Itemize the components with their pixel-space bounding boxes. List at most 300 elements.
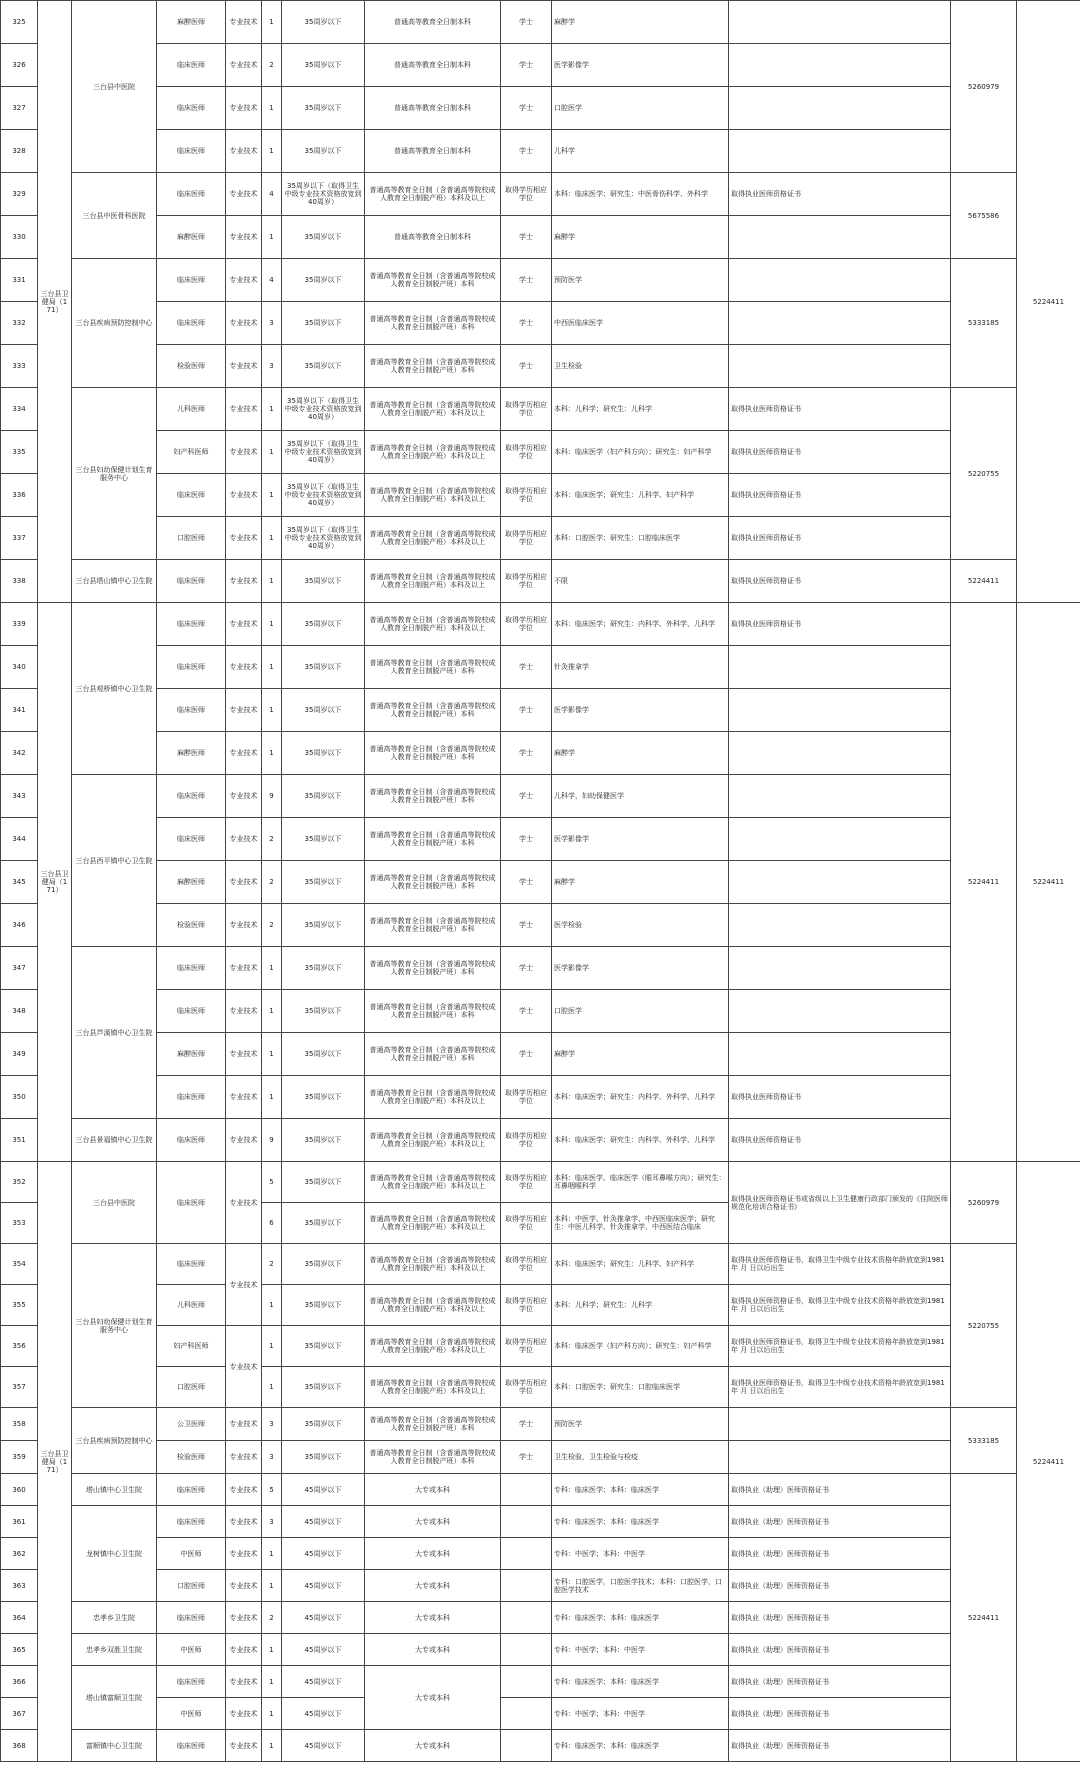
age-cell: 35周岁以下: [282, 1408, 365, 1441]
edu-cell: 普通高等教育全日制（含普通高等院校成人教育全日制脱产班）本科及以上: [365, 1162, 501, 1203]
type-cell: 专业技术: [226, 259, 262, 302]
age-cell: 45周岁以下: [282, 1730, 365, 1762]
post-cell: 临床医师: [157, 302, 226, 345]
row-no: 352: [1, 1162, 38, 1203]
type-cell: 专业技术: [226, 603, 262, 646]
degree-cell: [501, 1634, 552, 1666]
count-cell: 9: [262, 775, 282, 818]
type-cell: 专业技术: [226, 1698, 262, 1730]
row-no: 332: [1, 302, 38, 345]
row-no: 347: [1, 947, 38, 990]
count-cell: 1: [262, 646, 282, 689]
count-cell: 1: [262, 732, 282, 775]
degree-cell: 取得学历相应学位: [501, 1162, 552, 1203]
count-cell: 1: [262, 216, 282, 259]
other-cell: 取得执业医师资格证书: [729, 1076, 951, 1119]
age-cell: 45周岁以下: [282, 1634, 365, 1666]
contact-main-cell: 5224411: [1017, 1162, 1080, 1762]
row-no: 368: [1, 1730, 38, 1762]
major-cell: 麻醉学: [552, 732, 729, 775]
edu-cell: 普通高等教育全日制本科: [365, 130, 501, 173]
age-cell: 45周岁以下: [282, 1474, 365, 1506]
degree-cell: 取得学历相应学位: [501, 1203, 552, 1244]
age-cell: 35周岁以下: [282, 1203, 365, 1244]
age-cell: 35周岁以下: [282, 345, 365, 388]
type-cell: 专业技术: [226, 1, 262, 44]
edu-cell: 普通高等教育全日制（含普通高等院校成人教育全日制脱产班）本科及以上: [365, 1367, 501, 1408]
age-cell: 35周岁以下（取得卫生中级专业技术资格放宽到40周岁）: [282, 474, 365, 517]
degree-cell: 学士: [501, 44, 552, 87]
count-cell: 1: [262, 947, 282, 990]
count-cell: 3: [262, 1441, 282, 1474]
age-cell: 35周岁以下: [282, 775, 365, 818]
degree-cell: 学士: [501, 1033, 552, 1076]
type-cell: 专业技术: [226, 1474, 262, 1506]
unit-cell: 富顺镇中心卫生院: [72, 1730, 157, 1762]
row-no: 346: [1, 904, 38, 947]
count-cell: 2: [262, 904, 282, 947]
major-cell: 专科：中医学；本科：中医学: [552, 1538, 729, 1570]
degree-cell: 取得学历相应学位: [501, 474, 552, 517]
type-cell: 专业技术: [226, 431, 262, 474]
other-cell: 取得执业医师资格证书，取得卫生中级专业技术资格年龄放宽到1981年 月 日以后出生: [729, 1285, 951, 1326]
post-cell: 临床医师: [157, 173, 226, 216]
major-cell: 卫生检验: [552, 345, 729, 388]
other-cell: [729, 732, 951, 775]
age-cell: 35周岁以下: [282, 990, 365, 1033]
post-cell: 临床医师: [157, 818, 226, 861]
type-cell: 专业技术: [226, 732, 262, 775]
age-cell: 35周岁以下: [282, 1162, 365, 1203]
count-cell: 4: [262, 173, 282, 216]
type-cell: 专业技术: [226, 87, 262, 130]
post-cell: 口腔医师: [157, 1570, 226, 1602]
degree-cell: 取得学历相应学位: [501, 1367, 552, 1408]
count-cell: 1: [262, 1326, 282, 1367]
post-cell: 临床医师: [157, 560, 226, 603]
type-cell: 专业技术: [226, 1730, 262, 1762]
other-cell: 取得执业医师资格证书: [729, 431, 951, 474]
other-cell: 取得执业（助理）医师资格证书: [729, 1538, 951, 1570]
degree-cell: 学士: [501, 732, 552, 775]
other-cell: [729, 861, 951, 904]
count-cell: 1: [262, 1666, 282, 1698]
type-cell: 专业技术: [226, 1666, 262, 1698]
count-cell: 1: [262, 1367, 282, 1408]
count-cell: 5: [262, 1162, 282, 1203]
edu-cell: 普通高等教育全日制（含普通高等院校成人教育全日制脱产班）本科: [365, 646, 501, 689]
major-cell: 口腔医学: [552, 990, 729, 1033]
row-no: 342: [1, 732, 38, 775]
age-cell: 35周岁以下: [282, 302, 365, 345]
type-cell: 专业技术: [226, 1506, 262, 1538]
row-no: 326: [1, 44, 38, 87]
edu-cell: 普通高等教育全日制（含普通高等院校成人教育全日制脱产班）本科: [365, 302, 501, 345]
major-cell: 本科：临床医学；研究生：儿科学、妇产科学: [552, 474, 729, 517]
other-cell: [729, 1033, 951, 1076]
edu-cell: 普通高等教育全日制（含普通高等院校成人教育全日制脱产班）本科: [365, 1033, 501, 1076]
row-no: 339: [1, 603, 38, 646]
major-cell: 针灸推拿学: [552, 646, 729, 689]
edu-cell: 普通高等教育全日制（含普通高等院校成人教育全日制脱产班）本科: [365, 1408, 501, 1441]
age-cell: 35周岁以下: [282, 1326, 365, 1367]
edu-cell: 普通高等教育全日制（含普通高等院校成人教育全日制脱产班）本科及以上: [365, 1203, 501, 1244]
contact-cell: 5220755: [951, 1244, 1017, 1408]
major-cell: 儿科学，妇幼保健医学: [552, 775, 729, 818]
other-cell: [729, 1408, 951, 1441]
edu-cell: 大专或本科: [365, 1666, 501, 1730]
other-cell: 取得执业（助理）医师资格证书: [729, 1506, 951, 1538]
type-cell: 专业技术: [226, 1326, 262, 1408]
degree-cell: 取得学历相应学位: [501, 1244, 552, 1285]
edu-cell: 普通高等教育全日制（含普通高等院校成人教育全日制脱产班）本科: [365, 947, 501, 990]
major-cell: 本科：临床医学；研究生：儿科学、妇产科学: [552, 1244, 729, 1285]
row-no: 337: [1, 517, 38, 560]
major-cell: 本科：儿科学；研究生：儿科学: [552, 388, 729, 431]
type-cell: 专业技术: [226, 990, 262, 1033]
edu-cell: 普通高等教育全日制（含普通高等院校成人教育全日制脱产班）本科及以上: [365, 388, 501, 431]
degree-cell: 学士: [501, 990, 552, 1033]
edu-cell: 普通高等教育全日制（含普通高等院校成人教育全日制脱产班）本科: [365, 259, 501, 302]
unit-cell: 忠孝乡卫生院: [72, 1602, 157, 1634]
other-cell: [729, 44, 951, 87]
age-cell: 35周岁以下: [282, 818, 365, 861]
edu-cell: 普通高等教育全日制（含普通高等院校成人教育全日制脱产班）本科: [365, 732, 501, 775]
degree-cell: 学士: [501, 646, 552, 689]
age-cell: 35周岁以下: [282, 259, 365, 302]
degree-cell: 取得学历相应学位: [501, 603, 552, 646]
row-no: 365: [1, 1634, 38, 1666]
other-cell: 取得执业（助理）医师资格证书: [729, 1730, 951, 1762]
post-cell: 临床医师: [157, 130, 226, 173]
other-cell: [729, 130, 951, 173]
row-no: 349: [1, 1033, 38, 1076]
age-cell: 35周岁以下（取得卫生中级专业技术资格放宽到40周岁）: [282, 388, 365, 431]
edu-cell: 普通高等教育全日制（含普通高等院校成人教育全日制脱产班）本科: [365, 990, 501, 1033]
other-cell: [729, 302, 951, 345]
other-cell: [729, 1, 951, 44]
major-cell: 儿科学: [552, 130, 729, 173]
degree-cell: [501, 1538, 552, 1570]
major-cell: 本科：中医学、针灸推拿学、中西医临床医学；研究生：中医儿科学、针灸推拿学、中西医结合临床: [552, 1203, 729, 1244]
major-cell: 专科：临床医学；本科：临床医学: [552, 1666, 729, 1698]
type-cell: 专业技术: [226, 1570, 262, 1602]
row-no: 330: [1, 216, 38, 259]
post-cell: 儿科医师: [157, 388, 226, 431]
edu-cell: 普通高等教育全日制（含普通高等院校成人教育全日制脱产班）本科: [365, 818, 501, 861]
edu-cell: 普通高等教育全日制（含普通高等院校成人教育全日制脱产班）本科及以上: [365, 560, 501, 603]
age-cell: 35周岁以下: [282, 646, 365, 689]
other-cell: [729, 259, 951, 302]
unit-cell: 塔山镇富顺卫生院: [72, 1666, 157, 1730]
major-cell: 医学影像学: [552, 818, 729, 861]
post-cell: 临床医师: [157, 1076, 226, 1119]
count-cell: 1: [262, 1, 282, 44]
major-cell: 本科：儿科学；研究生：儿科学: [552, 1285, 729, 1326]
other-cell: [729, 87, 951, 130]
major-cell: 麻醉学: [552, 1033, 729, 1076]
row-no: 343: [1, 775, 38, 818]
other-cell: [729, 990, 951, 1033]
age-cell: 45周岁以下: [282, 1666, 365, 1698]
row-no: 351: [1, 1119, 38, 1162]
row-no: 348: [1, 990, 38, 1033]
row-no: 361: [1, 1506, 38, 1538]
age-cell: 45周岁以下: [282, 1506, 365, 1538]
age-cell: 45周岁以下: [282, 1698, 365, 1730]
count-cell: 9: [262, 1119, 282, 1162]
row-no: 363: [1, 1570, 38, 1602]
post-cell: 中医师: [157, 1538, 226, 1570]
row-no: 331: [1, 259, 38, 302]
other-cell: 取得执业（助理）医师资格证书: [729, 1698, 951, 1730]
count-cell: 1: [262, 130, 282, 173]
unit-cell: 三台县塔山镇中心卫生院: [72, 560, 157, 603]
major-cell: 麻醉学: [552, 216, 729, 259]
post-cell: 临床医师: [157, 1119, 226, 1162]
unit-cell: 三台县芦溪镇中心卫生院: [72, 947, 157, 1119]
count-cell: 1: [262, 87, 282, 130]
row-no: 340: [1, 646, 38, 689]
type-cell: 专业技术: [226, 1076, 262, 1119]
degree-cell: 学士: [501, 302, 552, 345]
edu-cell: 普通高等教育全日制（含普通高等院校成人教育全日制脱产班）本科: [365, 861, 501, 904]
major-cell: 麻醉学: [552, 861, 729, 904]
edu-cell: 普通高等教育全日制（含普通高等院校成人教育全日制脱产班）本科及以上: [365, 1326, 501, 1367]
count-cell: 2: [262, 1244, 282, 1285]
degree-cell: 取得学历相应学位: [501, 173, 552, 216]
post-cell: 临床医师: [157, 1730, 226, 1762]
other-cell: 取得执业（助理）医师资格证书: [729, 1602, 951, 1634]
other-cell: 取得执业医师资格证书: [729, 173, 951, 216]
degree-cell: 取得学历相应学位: [501, 388, 552, 431]
post-cell: 临床医师: [157, 259, 226, 302]
unit-cell: 三台县观桥镇中心卫生院: [72, 603, 157, 775]
age-cell: 35周岁以下: [282, 87, 365, 130]
major-cell: 专科：临床医学；本科：临床医学: [552, 1730, 729, 1762]
major-cell: 预防医学: [552, 1408, 729, 1441]
count-cell: 1: [262, 474, 282, 517]
type-cell: 专业技术: [226, 1408, 262, 1441]
row-no: 344: [1, 818, 38, 861]
row-no: 350: [1, 1076, 38, 1119]
edu-cell: 普通高等教育全日制本科: [365, 1, 501, 44]
row-no: 356: [1, 1326, 38, 1367]
unit-cell: 三台县中医骨科医院: [72, 173, 157, 259]
other-cell: [729, 775, 951, 818]
degree-cell: 取得学历相应学位: [501, 1326, 552, 1367]
post-cell: 检验医师: [157, 904, 226, 947]
edu-cell: 普通高等教育全日制本科: [365, 44, 501, 87]
other-cell: 取得执业医师资格证书: [729, 474, 951, 517]
edu-cell: 普通高等教育全日制本科: [365, 87, 501, 130]
unit-cell: 忠孝乡双胜卫生院: [72, 1634, 157, 1666]
other-cell: 取得执业医师资格证书: [729, 560, 951, 603]
contact-cell: 5224411: [951, 1474, 1017, 1762]
count-cell: 1: [262, 1076, 282, 1119]
edu-cell: 普通高等教育全日制（含普通高等院校成人教育全日制脱产班）本科及以上: [365, 173, 501, 216]
post-cell: 临床医师: [157, 1506, 226, 1538]
contact-cell: 5333185: [951, 259, 1017, 388]
edu-cell: 普通高等教育全日制（含普通高等院校成人教育全日制脱产班）本科: [365, 345, 501, 388]
post-cell: 临床医师: [157, 775, 226, 818]
degree-cell: 学士: [501, 259, 552, 302]
row-no: 362: [1, 1538, 38, 1570]
unit-cell: 三台县疾病预防控制中心: [72, 1408, 157, 1474]
type-cell: 专业技术: [226, 1602, 262, 1634]
post-cell: 麻醉医师: [157, 861, 226, 904]
type-cell: 专业技术: [226, 517, 262, 560]
post-cell: 麻醉医师: [157, 1, 226, 44]
count-cell: 3: [262, 345, 282, 388]
edu-cell: 普通高等教育全日制（含普通高等院校成人教育全日制脱产班）本科及以上: [365, 603, 501, 646]
other-cell: [729, 947, 951, 990]
age-cell: 35周岁以下（取得卫生中级专业技术资格放宽到40周岁）: [282, 517, 365, 560]
post-cell: 口腔医师: [157, 1367, 226, 1408]
row-no: 328: [1, 130, 38, 173]
age-cell: 35周岁以下: [282, 689, 365, 732]
unit-cell: 三台县西平镇中心卫生院: [72, 775, 157, 947]
major-cell: 麻醉学: [552, 1, 729, 44]
unit-cell: 三台县妇幼保健计划生育服务中心: [72, 1244, 157, 1408]
type-cell: 专业技术: [226, 560, 262, 603]
age-cell: 35周岁以下: [282, 216, 365, 259]
unit-cell: 龙树镇中心卫生院: [72, 1506, 157, 1602]
type-cell: 专业技术: [226, 646, 262, 689]
count-cell: 1: [262, 1033, 282, 1076]
count-cell: 1: [262, 1538, 282, 1570]
degree-cell: [501, 1698, 552, 1730]
degree-cell: 取得学历相应学位: [501, 1119, 552, 1162]
other-cell: 取得执业医师资格证书，取得卫生中级专业技术资格年龄放宽到1981年 月 日以后出生: [729, 1326, 951, 1367]
contact-cell: 5675586: [951, 173, 1017, 259]
other-cell: 取得执业医师资格证书或省级以上卫生健康行政部门颁发的《住院医师规范化培训合格证书》: [729, 1162, 951, 1244]
row-no: 367: [1, 1698, 38, 1730]
count-cell: 4: [262, 259, 282, 302]
row-no: 338: [1, 560, 38, 603]
major-cell: 专科：口腔医学，口腔医学技术；本科：口腔医学，口腔医学技术: [552, 1570, 729, 1602]
contact-cell: 5224411: [951, 603, 1017, 1162]
other-cell: 取得执业医师资格证书，取得卫生中级专业技术资格年龄放宽到1981年 月 日以后出生: [729, 1367, 951, 1408]
edu-cell: 大专或本科: [365, 1506, 501, 1538]
edu-cell: 普通高等教育全日制本科: [365, 216, 501, 259]
other-cell: [729, 689, 951, 732]
major-cell: 不限: [552, 560, 729, 603]
age-cell: 45周岁以下: [282, 1538, 365, 1570]
major-cell: 专科：中医学；本科：中医学: [552, 1698, 729, 1730]
age-cell: 35周岁以下: [282, 560, 365, 603]
post-cell: 临床医师: [157, 1666, 226, 1698]
age-cell: 35周岁以下: [282, 44, 365, 87]
degree-cell: [501, 1730, 552, 1762]
post-cell: 中医师: [157, 1698, 226, 1730]
degree-cell: [501, 1506, 552, 1538]
post-cell: 麻醉医师: [157, 216, 226, 259]
age-cell: 35周岁以下: [282, 1244, 365, 1285]
edu-cell: 普通高等教育全日制（含普通高等院校成人教育全日制脱产班）本科及以上: [365, 431, 501, 474]
row-no: 334: [1, 388, 38, 431]
post-cell: 临床医师: [157, 1474, 226, 1506]
edu-cell: 普通高等教育全日制（含普通高等院校成人教育全日制脱产班）本科及以上: [365, 1076, 501, 1119]
degree-cell: 学士: [501, 689, 552, 732]
count-cell: 1: [262, 431, 282, 474]
other-cell: [729, 646, 951, 689]
age-cell: 35周岁以下: [282, 1367, 365, 1408]
degree-cell: 学士: [501, 904, 552, 947]
age-cell: 35周岁以下（取得卫生中级专业技术资格放宽到40周岁）: [282, 173, 365, 216]
degree-cell: 取得学历相应学位: [501, 1285, 552, 1326]
count-cell: 3: [262, 1408, 282, 1441]
age-cell: 35周岁以下: [282, 904, 365, 947]
post-cell: 临床医师: [157, 947, 226, 990]
post-cell: 临床医师: [157, 44, 226, 87]
count-cell: 1: [262, 603, 282, 646]
contact-main-cell: 5224411: [1017, 603, 1080, 1162]
edu-cell: 大专或本科: [365, 1474, 501, 1506]
degree-cell: [501, 1474, 552, 1506]
edu-cell: 普通高等教育全日制（含普通高等院校成人教育全日制脱产班）本科及以上: [365, 1285, 501, 1326]
post-cell: 临床医师: [157, 990, 226, 1033]
other-cell: 取得执业医师资格证书: [729, 1119, 951, 1162]
degree-cell: 学士: [501, 775, 552, 818]
degree-cell: 取得学历相应学位: [501, 560, 552, 603]
edu-cell: 普通高等教育全日制（含普通高等院校成人教育全日制脱产班）本科及以上: [365, 517, 501, 560]
degree-cell: [501, 1570, 552, 1602]
degree-cell: 学士: [501, 1408, 552, 1441]
degree-cell: 学士: [501, 861, 552, 904]
age-cell: 35周岁以下: [282, 732, 365, 775]
type-cell: 专业技术: [226, 1634, 262, 1666]
post-cell: 麻醉医师: [157, 1033, 226, 1076]
count-cell: 1: [262, 1285, 282, 1326]
count-cell: 2: [262, 1602, 282, 1634]
age-cell: 35周岁以下: [282, 947, 365, 990]
degree-cell: [501, 1602, 552, 1634]
type-cell: 专业技术: [226, 1441, 262, 1474]
major-cell: 本科：临床医学、临床医学（眼耳鼻喉方向）；研究生：耳鼻咽喉科学: [552, 1162, 729, 1203]
dept-cell: 三台县卫健局（171）: [38, 603, 72, 1162]
type-cell: 专业技术: [226, 775, 262, 818]
post-cell: 麻醉医师: [157, 732, 226, 775]
other-cell: 取得执业医师资格证书: [729, 388, 951, 431]
count-cell: 2: [262, 44, 282, 87]
unit-cell: 塔山镇中心卫生院: [72, 1474, 157, 1506]
row-no: 336: [1, 474, 38, 517]
edu-cell: 大专或本科: [365, 1730, 501, 1762]
edu-cell: 大专或本科: [365, 1602, 501, 1634]
edu-cell: 普通高等教育全日制（含普通高等院校成人教育全日制脱产班）本科: [365, 775, 501, 818]
major-cell: 医学影像学: [552, 44, 729, 87]
major-cell: 本科：口腔医学；研究生：口腔临床医学: [552, 517, 729, 560]
degree-cell: 学士: [501, 216, 552, 259]
major-cell: 本科：临床医学（妇产科方向）；研究生：妇产科学: [552, 1326, 729, 1367]
row-no: 360: [1, 1474, 38, 1506]
other-cell: 取得执业（助理）医师资格证书: [729, 1474, 951, 1506]
type-cell: 专业技术: [226, 1162, 262, 1244]
count-cell: 5: [262, 1474, 282, 1506]
post-cell: 临床医师: [157, 603, 226, 646]
degree-cell: 取得学历相应学位: [501, 431, 552, 474]
row-no: 357: [1, 1367, 38, 1408]
row-no: 329: [1, 173, 38, 216]
other-cell: [729, 904, 951, 947]
row-no: 354: [1, 1244, 38, 1285]
edu-cell: 大专或本科: [365, 1570, 501, 1602]
other-cell: 取得执业（助理）医师资格证书: [729, 1634, 951, 1666]
type-cell: 专业技术: [226, 947, 262, 990]
post-cell: 临床医师: [157, 87, 226, 130]
contact-cell: 5260979: [951, 1, 1017, 173]
